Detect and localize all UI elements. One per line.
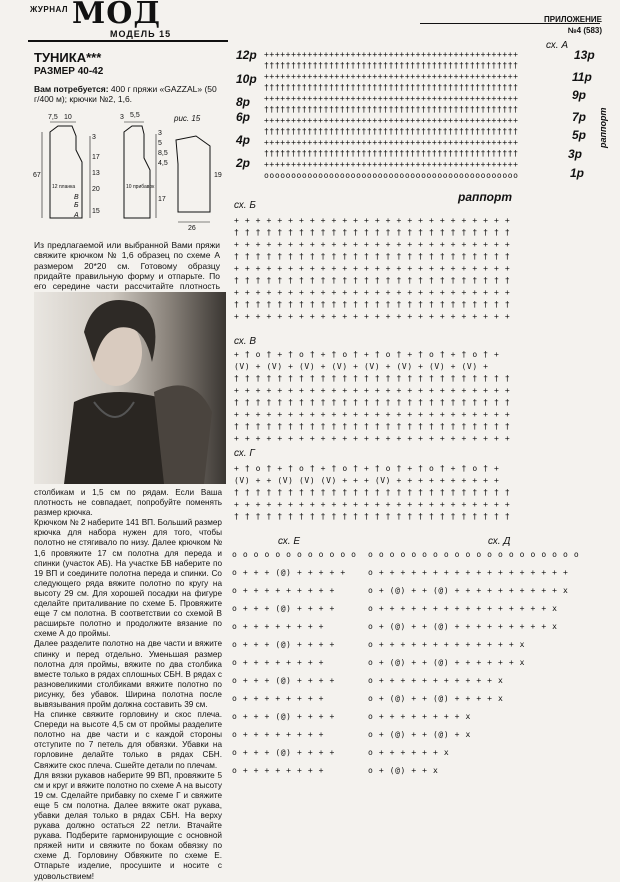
dim-20a: 20 bbox=[92, 186, 100, 193]
chart-g-row: (V) + + (V) (V) (V) + + + (V) + + + + + + + + + + bbox=[234, 476, 500, 485]
chart-e-row: o + + + + + + + + bbox=[232, 730, 325, 739]
chart-v-row: + + + + + + + + + + + + + + + + + + + + + + + + + + bbox=[234, 410, 511, 419]
chart-g-row: + + + + + + + + + + + + + + + + + + + + + + + + + + bbox=[234, 500, 511, 509]
chart-a-row: ooooooooooooooooooooooooooooooooooooooooooooooo bbox=[264, 171, 519, 180]
chart-b-grid bbox=[234, 216, 606, 326]
model-photo-illustration bbox=[34, 292, 226, 484]
chart-a-row: ††††††††††††††††††††††††††††††††††††††††††††††† bbox=[264, 105, 519, 114]
row-8p: 8р bbox=[236, 95, 251, 109]
chart-e-row: o + + + (@) + + + + bbox=[232, 676, 335, 685]
chart-e-row: o + + + + + + + + bbox=[232, 766, 325, 775]
dim-13: 13 bbox=[92, 170, 100, 177]
chart-d-row: o + (@) + + (@) + + + + + + + + + + x bbox=[368, 586, 569, 595]
chart-a-row: +++++++++++++++++++++++++++++++++++++++++++++++ bbox=[264, 94, 519, 103]
row-2p: 2р bbox=[236, 156, 251, 170]
chart-a-row: +++++++++++++++++++++++++++++++++++++++++++++++ bbox=[264, 160, 519, 169]
row-7p: 7р bbox=[572, 110, 587, 124]
row-9p: 9р bbox=[572, 88, 587, 102]
chart-g-label: сх. Г bbox=[234, 448, 255, 459]
model-number: МОДЕЛЬ 15 bbox=[110, 29, 172, 39]
chart-b-row: + + + + + + + + + + + + + + + + + + + + + + + + + + bbox=[234, 312, 511, 321]
garment-schematic bbox=[32, 112, 226, 236]
dim-26: 26 bbox=[188, 225, 196, 232]
instructions-para-2: Крючком № 2 наберите 141 ВП. Больший размер крючка для набора нужен для того, чтобы полотно не стягивало по низу. Далее крючком № 1,6 провяжите 17 см полотна для переда и спинки (участок АБ). На участке БВ наберите по 19 ВП и соедините полотна переда и спинки. Со следующего ряда вяжите полотно по кругу на высоту 29 см. Для хорошей посадки на фигуре сделайте приталивание по схеме Б. Провяжите еще 7 см полотна. В соответствии со схемой В расширьте полотно и продолжите вязание по схеме А до проймы. bbox=[34, 518, 222, 639]
figure-label: рис. 15 bbox=[174, 114, 201, 123]
materials-text: 400 г пряжи «GAZZAL» (50 г/400 м); крючки №2, 1,6. bbox=[34, 84, 217, 104]
schematic-drawing bbox=[32, 112, 226, 236]
chart-a-row: ††††††††††††††††††††††††††††††††††††††††††††††† bbox=[264, 61, 519, 70]
note-placket: 12 планка bbox=[52, 184, 76, 190]
row-11p: 11р bbox=[572, 70, 592, 84]
row-6p: 6р bbox=[236, 110, 251, 124]
chart-e-row: o + + + (@) + + + + bbox=[232, 640, 335, 649]
chart-g-row: † † † † † † † † † † † † † † † † † † † † † † † † † † bbox=[234, 512, 511, 521]
chart-v-row: + + + + + + + + + + + + + + + + + + + + + + + + + + bbox=[234, 386, 511, 395]
chart-e-label: сх. Е bbox=[278, 536, 301, 547]
chart-e-row: o + + + (@) + + + + bbox=[232, 712, 335, 721]
issue-number: №4 (583) bbox=[567, 26, 602, 35]
rapport-label-vertical: раппорт bbox=[598, 107, 608, 148]
chart-b-row: † † † † † † † † † † † † † † † † † † † † † † † † † † bbox=[234, 252, 511, 261]
chart-d-row: o + + + + + + + + + + + + + x bbox=[368, 640, 526, 649]
point-b: Б bbox=[74, 202, 79, 209]
chart-d-row: o + + + + + + x bbox=[368, 748, 450, 757]
dim-17b: 17 bbox=[158, 196, 166, 203]
dim-17a: 17 bbox=[92, 154, 100, 161]
dim-7-5: 7,5 bbox=[48, 114, 58, 121]
header-rule bbox=[28, 40, 228, 42]
dim-4-5: 4,5 bbox=[158, 160, 168, 167]
instructions-para-1: столбикам и 1,5 см по рядам. Если Ваша плотность не совпадает, попробуйте поменять размер крючка. bbox=[34, 488, 222, 518]
chart-v-row: + + + + + + + + + + + + + + + + + + + + + + + + + + bbox=[234, 434, 511, 443]
dim-5: 5 bbox=[158, 140, 162, 147]
chart-e-row: o + + + (@) + + + + bbox=[232, 604, 335, 613]
dim-5-5: 5,5 bbox=[130, 112, 140, 119]
chart-a-row: +++++++++++++++++++++++++++++++++++++++++++++++ bbox=[264, 138, 519, 147]
dim-3a: 3 bbox=[120, 114, 124, 121]
note-increases: 10 прибавок bbox=[126, 184, 155, 190]
chart-v-row: + † o † + † o † + † o † + † o † + † o † + † o † + bbox=[234, 350, 500, 359]
issue-info bbox=[544, 14, 602, 36]
pattern-title: ТУНИКА*** bbox=[34, 50, 102, 65]
chart-v-grid bbox=[234, 350, 606, 454]
instructions-para-3: Далее разделите полотно на две части и вяжите спинку и перед отдельно. Уменьшая размер полотна для проймы, вяжите по два столбика вместе только в рядах сплошных СБН. В рядах с разновеликими столбиками вяжите полотно по рисунку, без убавок. Ширина полотна после вывязывания пройм должна составить 39 см. bbox=[34, 639, 222, 709]
point-v: В bbox=[74, 194, 79, 201]
chart-b-label: сх. Б bbox=[234, 200, 256, 211]
chart-b-row: + + + + + + + + + + + + + + + + + + + + + + + + + + bbox=[234, 240, 511, 249]
chart-d-label: сх. Д bbox=[488, 536, 511, 547]
chart-b-row: † † † † † † † † † † † † † † † † † † † † † † † † † † bbox=[234, 228, 511, 237]
chart-d-row: o + + + + + + + + x bbox=[368, 712, 471, 721]
dim-3c: 3 bbox=[158, 130, 162, 137]
chart-v-row: † † † † † † † † † † † † † † † † † † † † † † † † † † bbox=[234, 398, 511, 407]
chart-d-row: o + (@) + + (@) + + + + x bbox=[368, 694, 504, 703]
chart-d-row: o + (@) + + x bbox=[368, 766, 439, 775]
chart-g-row: + † o † + † o † + † o † + † o † + † o † + † o † + bbox=[234, 464, 500, 473]
materials-paragraph bbox=[34, 84, 224, 104]
chart-a-label: сх. А bbox=[546, 40, 569, 51]
instructions-para-5: Для вязки рукавов наберите 99 ВП, провяжите 5 см и круг и вяжите полотно по схеме А на высоту 19 см. Сделайте прибавку по схеме Г и свяжите еще 5 см полотна. Далее вяжите окат рукава, убавки делая только в рядах СБН. На верху рукава должно остаться 22 петли. Втачайте рукава. Подберите гармонирующие с основной пряжей нити и свяжите по бокам обвязку по схеме Д. Горловину Обвяжите по схеме Е. Отпарьте изделие, просушите и носите с удовольствием! bbox=[34, 770, 222, 881]
instructions bbox=[34, 488, 222, 882]
chart-a-row: +++++++++++++++++++++++++++++++++++++++++++++++ bbox=[264, 116, 519, 125]
dim-15: 15 bbox=[92, 208, 100, 215]
point-a: А bbox=[74, 212, 79, 219]
chart-v-row: † † † † † † † † † † † † † † † † † † † † † † † † † † bbox=[234, 422, 511, 431]
row-4p: 4р bbox=[236, 133, 251, 147]
materials-label: Вам потребуется: bbox=[34, 84, 109, 94]
row-13p: 13р bbox=[574, 48, 595, 62]
page-header bbox=[0, 0, 620, 46]
chart-d-row: o + (@) + + (@) + x bbox=[368, 730, 471, 739]
chart-d-row: o + + + + + + + + + + + + + + + + + + bbox=[368, 568, 569, 577]
chart-d-row: o + (@) + + (@) + + + + + + x bbox=[368, 658, 526, 667]
instructions-para-4: На спинке свяжите горловину и скос плеча. Спереди на высоте 4,5 см от проймы разделите полотно на две части и с каждой стороны отступите по 7 петель для обвязки. Убавки на горловине делайте только в рядах СБН. Свяжите скос плеча. Сшейте детали по плечам. bbox=[34, 710, 222, 770]
chart-e-row: o + + + + + + + + + bbox=[232, 586, 335, 595]
chart-v-row: (V) + (V) + (V) + (V) + (V) + (V) + (V) + (V) + bbox=[234, 362, 489, 371]
chart-e-row: o + + + (@) + + + + + bbox=[232, 568, 346, 577]
chart-a-row: +++++++++++++++++++++++++++++++++++++++++++++++ bbox=[264, 72, 519, 81]
chart-d-grid bbox=[368, 550, 608, 796]
chart-e-row: o + + + + + + + + bbox=[232, 658, 325, 667]
chart-d-row: o o o o o o o o o o o o o o o o o o o o bbox=[368, 550, 580, 559]
chart-e-grid bbox=[232, 550, 362, 796]
magazine-logo: МОД bbox=[72, 0, 162, 31]
magazine-label: ЖУРНАЛ bbox=[30, 5, 69, 14]
dim-8-5: 8,5 bbox=[158, 150, 168, 157]
chart-e-row: o o o o o o o o o o o o bbox=[232, 550, 357, 559]
chart-e-row: o + + + + + + + + bbox=[232, 694, 325, 703]
dim-10: 10 bbox=[64, 114, 72, 121]
pattern-size: РАЗМЕР 40-42 bbox=[34, 66, 104, 77]
chart-b-row: † † † † † † † † † † † † † † † † † † † † † † † † † † bbox=[234, 300, 511, 309]
dim-67: 67 bbox=[33, 172, 41, 179]
intro-paragraph: Из предлагаемой или выбранной Вами пряжи свяжите крючком № 1,6 образец по схеме А размером 20*20 см. Готовому образцу придайте правильную форму и отпарьте. По его середине части рассчитайте плотность bbox=[34, 240, 220, 292]
chart-g-row: † † † † † † † † † † † † † † † † † † † † † † † † † † bbox=[234, 488, 511, 497]
chart-b-row: + + + + + + + + + + + + + + + + + + + + + + + + + + bbox=[234, 264, 511, 273]
row-5p: 5р bbox=[572, 128, 587, 142]
chart-d-row: o + + + + + + + + + + + + + + + + x bbox=[368, 604, 558, 613]
chart-e-row: o + + + (@) + + + + bbox=[232, 748, 335, 757]
chart-g-grid bbox=[234, 464, 606, 530]
chart-d-row: o + + + + + + + + + + + x bbox=[368, 676, 504, 685]
chart-e-row: o + + + + + + + + bbox=[232, 622, 325, 631]
chart-a-row: ††††††††††††††††††††††††††††††††††††††††††††††† bbox=[264, 149, 519, 158]
appendix-label: ПРИЛОЖЕНИЕ bbox=[544, 15, 602, 24]
rapport-label: раппорт bbox=[458, 190, 512, 204]
dim-3b: 3 bbox=[92, 134, 96, 141]
row-10p: 10р bbox=[236, 72, 257, 86]
chart-v-row: † † † † † † † † † † † † † † † † † † † † † † † † † † bbox=[234, 374, 511, 383]
chart-a-grid bbox=[264, 50, 564, 190]
chart-a-row: ††††††††††††††††††††††††††††††††††††††††††††††† bbox=[264, 127, 519, 136]
row-3p: 3р bbox=[568, 147, 583, 161]
model-photo bbox=[34, 292, 226, 484]
row-1p: 1р bbox=[570, 166, 585, 180]
row-12p: 12р bbox=[236, 48, 257, 62]
chart-b-row: † † † † † † † † † † † † † † † † † † † † † † † † † † bbox=[234, 276, 511, 285]
chart-b-row: + + + + + + + + + + + + + + + + + + + + + + + + + + bbox=[234, 288, 511, 297]
chart-b-row: + + + + + + + + + + + + + + + + + + + + + + + + + + bbox=[234, 216, 511, 225]
dim-19: 19 bbox=[214, 172, 222, 179]
chart-a-row: ††††††††††††††††††††††††††††††††††††††††††††††† bbox=[264, 83, 519, 92]
chart-v-label: сх. В bbox=[234, 336, 257, 347]
chart-a-row: +++++++++++++++++++++++++++++++++++++++++++++++ bbox=[264, 50, 519, 59]
chart-d-row: o + (@) + + (@) + + + + + + + + + x bbox=[368, 622, 558, 631]
